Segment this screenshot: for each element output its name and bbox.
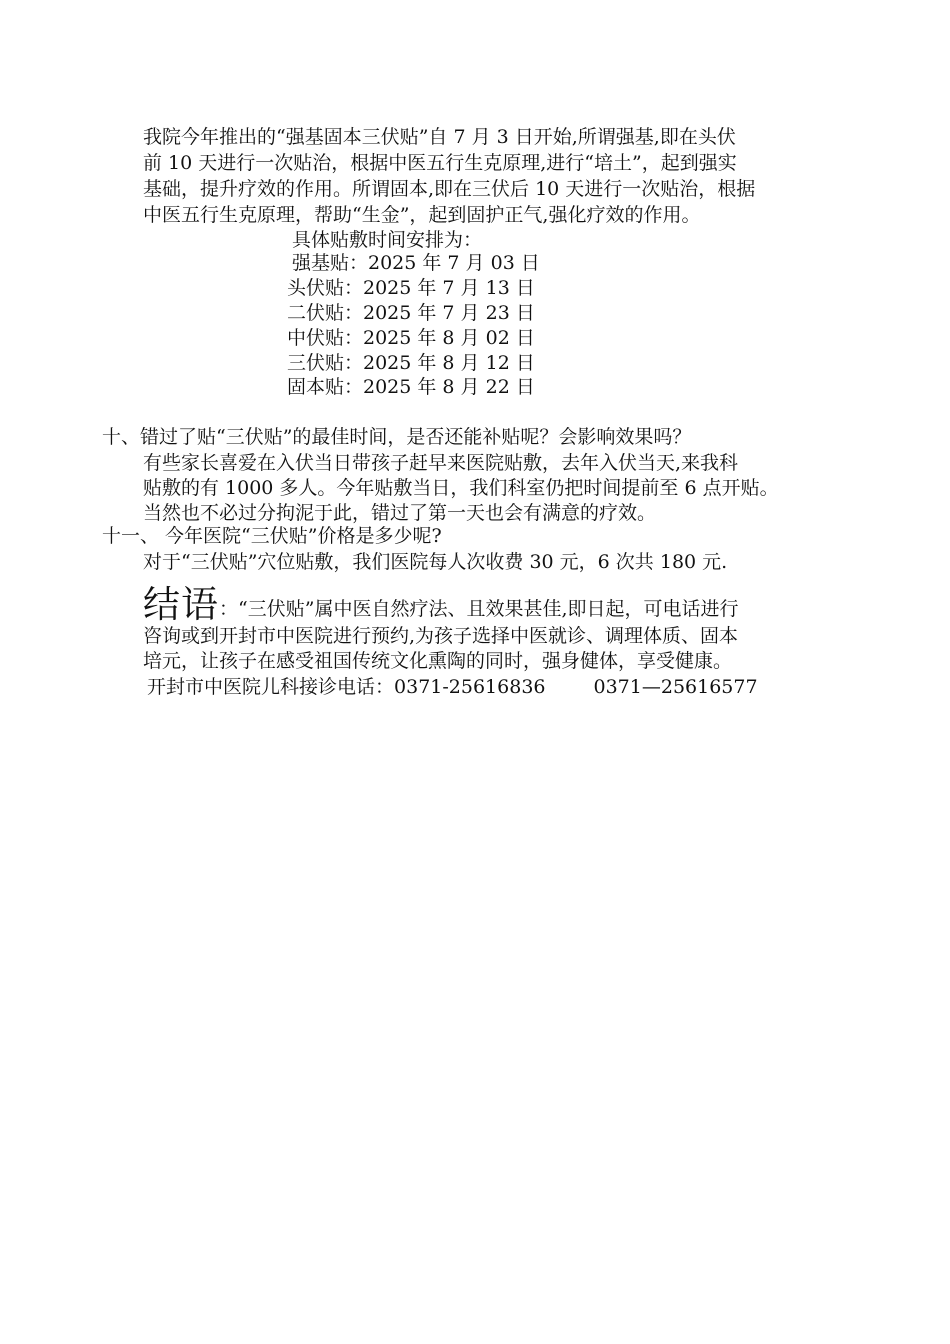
phone-number-2: 0371—25616577 — [593, 676, 758, 698]
conclusion-line: 培元，让孩子在感受祖国传统文化熏陶的同时，强身健体，享受健康。 — [143, 650, 733, 672]
section-11-answer: 对于“三伏贴”穴位贴敷，我们医院每人次收费 30 元，6 次共 180 元. — [143, 551, 728, 573]
conclusion-first-line-text: “三伏贴”属中医自然疗法、且效果甚佳,即日起，可电话进行 — [238, 598, 739, 620]
schedule-item: 头伏贴：2025 年 7 月 13 日 — [287, 277, 535, 299]
section-10-answer-line: 有些家长喜爱在入伏当日带孩子赶早来医院贴敷，去年入伏当天,来我科 — [143, 452, 739, 474]
section-10-answer-line: 贴敷的有 1000 多人。今年贴敷当日，我们科室仍把时间提前至 6 点开贴。 — [143, 477, 779, 499]
conclusion-heading: 结语 — [143, 583, 219, 626]
schedule-item: 固本贴：2025 年 8 月 22 日 — [287, 376, 535, 398]
conclusion-colon: ： — [219, 598, 239, 620]
schedule-heading: 具体贴敷时间安排为： — [292, 229, 483, 251]
schedule-item: 强基贴：2025 年 7 月 03 日 — [292, 252, 540, 274]
intro-line: 中医五行生克原理，帮助“生金”，起到固护正气,强化疗效的作用。 — [143, 204, 701, 226]
phone-number-1: 0371-25616836 — [394, 676, 546, 698]
schedule-item: 三伏贴：2025 年 8 月 12 日 — [287, 352, 535, 374]
section-11-question: 十一、 今年医院“三伏贴”价格是多少呢? — [102, 525, 442, 547]
intro-line: 前 10 天进行一次贴治，根据中医五行生克原理,进行“培土”，起到强实 — [143, 152, 737, 174]
schedule-item: 二伏贴：2025 年 7 月 23 日 — [287, 302, 535, 324]
section-10-answer-line: 当然也不必过分拘泥于此，错过了第一天也会有满意的疗效。 — [143, 502, 657, 524]
contact-line — [147, 674, 758, 700]
intro-line: 基础，提升疗效的作用。所谓固本,即在三伏后 10 天进行一次贴治，根据 — [143, 178, 756, 200]
contact-label: 开封市中医院儿科接诊电话： — [147, 676, 395, 698]
section-10-question: 十、错过了贴“三伏贴”的最佳时间，是否还能补贴呢？会影响效果吗？ — [102, 426, 692, 448]
conclusion-line: 咨询或到开封市中医院进行预约,为孩子选择中医就诊、调理体质、固本 — [143, 625, 739, 647]
schedule-item: 中伏贴：2025 年 8 月 02 日 — [287, 327, 535, 349]
intro-line: 我院今年推出的“强基固本三伏贴”自 7 月 3 日开始,所谓强基,即在头伏 — [143, 126, 736, 148]
